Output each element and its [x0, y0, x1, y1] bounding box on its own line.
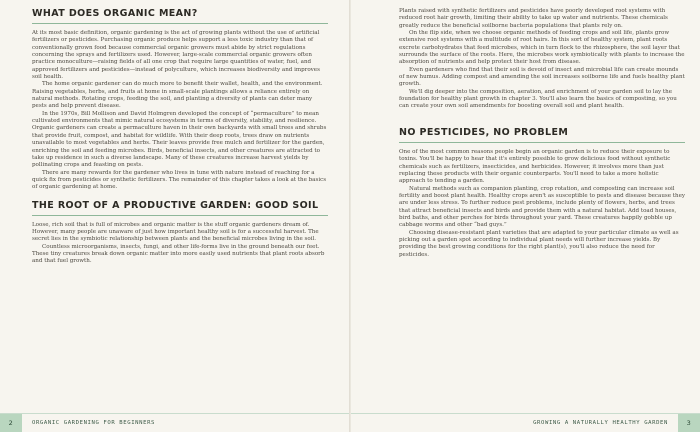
paragraph: Plants raised with synthetic fertilizers and pesticides have poorly developed root systems with reduced root hair growth, limiting their ability to take up water and nutrients. These chemicals greatly reduce the beneficial soilborne bacteria populations that plants rely on. — [399, 8, 668, 29]
heading-good-soil: THE ROOT OF A PRODUCTIVE GARDEN: GOOD SOIL — [32, 200, 328, 216]
paragraph: On the flip side, when we choose organic methods of feeding crops and soil life, plants grow extensive root systems with a multitude of root hairs. In this sort of healthy system, plant roots excrete carbohydrates that feed microbes, which in turn flock to the rhizosphere, the soil layer that surrounds the surface of the roots. Here, the microbes work symbiotically with plants to increase the absorption of nutrients and help protect their host from disease. — [399, 30, 685, 66]
paragraph: Loose, rich soil that is full of microbes and organic matter is the stuff organic gardeners dream of. However, many people are unaware of just how important healthy soil is for a successful harvest. The secret lies in the symbiotic relationship between plants and the beneficial microbes living in the soil. — [32, 221, 319, 243]
paragraph: Natural methods such as companion planting, crop rotation, and composting can increase soil fertility and boost plant health. Healthy crops aren't as susceptible to pests and disease because they are under less stress. To further reduce pest problems, include plenty of flowers, herbs, and trees that attract beneficial insects and birds and provide them with a natural habitat. Add toad houses, bird baths, and other perches for birds throughout your yard. These creatures happily gobble up cabbage worms and other “bad guys.” — [399, 185, 685, 229]
paragraph: In the 1970s, Bill Mollison and David Holmgren developed the concept of “permaculture” to mean cultivated environments that mimic natural ecosystems in terms of diversity, stability, and resilience. Organic gardeners can create a permaculture haven in their own backyards with small trees and shrubs that provide fruit, compost, and habitat for wildlife. With their deep roots, trees draw on nutrients unavailable to most vegetables and herbs. Their leaves provide free mulch and fertilizer for the garden, enriching the soil and feeding microbes. Birds, beneficial insects, and other creatures are attracted to take up residence in such a diverse landscape. Many of these creatures increase harvest yields by pollinating crops and feasting on pests. — [32, 110, 327, 169]
right-page — [351, 0, 700, 432]
left-footer — [0, 413, 349, 432]
paragraph: At its most basic definition, organic gardening is the act of growing plants without the use of artificial fertilizers or pesticides. Purchasing organic produce helps support a less toxic industry than that of conventionally grown food because commercial organic growers must abide by strict regulations concerning the sprays and fertilizers used. However, large-scale commercial organic growers often practice monoculture—raising fields of all one crop that require large quantities of water, fuel, and approved fertilizers and pesticides—instead of polyculture, which increases biodiversity and improves soil health. — [32, 30, 320, 81]
page-number: 3 — [678, 414, 700, 432]
paragraph: Countless microorganisms, insects, fungi, and other life-forms live in the ground beneath our feet. These tiny creatures break down organic matter into more easily used nutrients that plant roots absorb and that fuel growth. — [32, 243, 325, 265]
right-footer — [351, 413, 700, 432]
paragraph: We'll dig deeper into the composition, aeration, and enrichment of your garden soil to lay the foundation for healthy plant growth in chapter 3. You'll also learn the basics of composting, so you can create your own soil amendments for boosting overall soil and plant health. — [399, 88, 677, 110]
heading-no-pesticides: NO PESTICIDES, NO PROBLEM — [399, 127, 685, 143]
paragraph: One of the most common reasons people begin an organic garden is to reduce their exposure to toxins. You'll be happy to hear that it's entirely possible to grow delicious food without synthetic chemicals such as fertilizers, insecticides, and herbicides. However, it involves more than just replacing these products with their organic counterparts. You'll need to take a more holistic approach to tending a garden. — [399, 148, 671, 185]
left-column — [32, 8, 328, 266]
paragraph: Choosing disease-resistant plant varieties that are adapted to your particular climate as well as picking out a garden spot according to individual plant needs will further increase yields. By providing the best growing conditions for the right plant(s), you'll also reduce the need for pesticides. — [399, 229, 679, 258]
running-head: ORGANIC GARDENING FOR BEGINNERS — [32, 420, 155, 426]
paragraph: There are many rewards for the gardener who lives in tune with nature instead of reaching for a quick fix from pesticides or synthetic fertilizers. The remainder of this chapter takes a look at the basics of organic gardening at home. — [32, 169, 327, 191]
page-number: 2 — [0, 414, 22, 432]
paragraph: The home organic gardener can do much more to benefit their wallet, health, and the environment. Raising vegetables, herbs, and fruits at home in small-scale plantings allows a reliance entirely on natural methods. Rotating crops, feeding the soil, and planting a diversity of plants can deter many pests and help prevent disease. — [32, 81, 323, 110]
right-column — [399, 8, 685, 259]
paragraph: Even gardeners who find that their soil is devoid of insect and microbial life can create mounds of new humus. Adding compost and amending the soil increases soilborne life and fuels healthy plant growth. — [399, 66, 685, 88]
left-page — [0, 0, 349, 432]
heading-what-does-organic-mean: WHAT DOES ORGANIC MEAN? — [32, 8, 328, 24]
running-head: GROWING A NATURALLY HEALTHY GARDEN — [533, 420, 668, 426]
